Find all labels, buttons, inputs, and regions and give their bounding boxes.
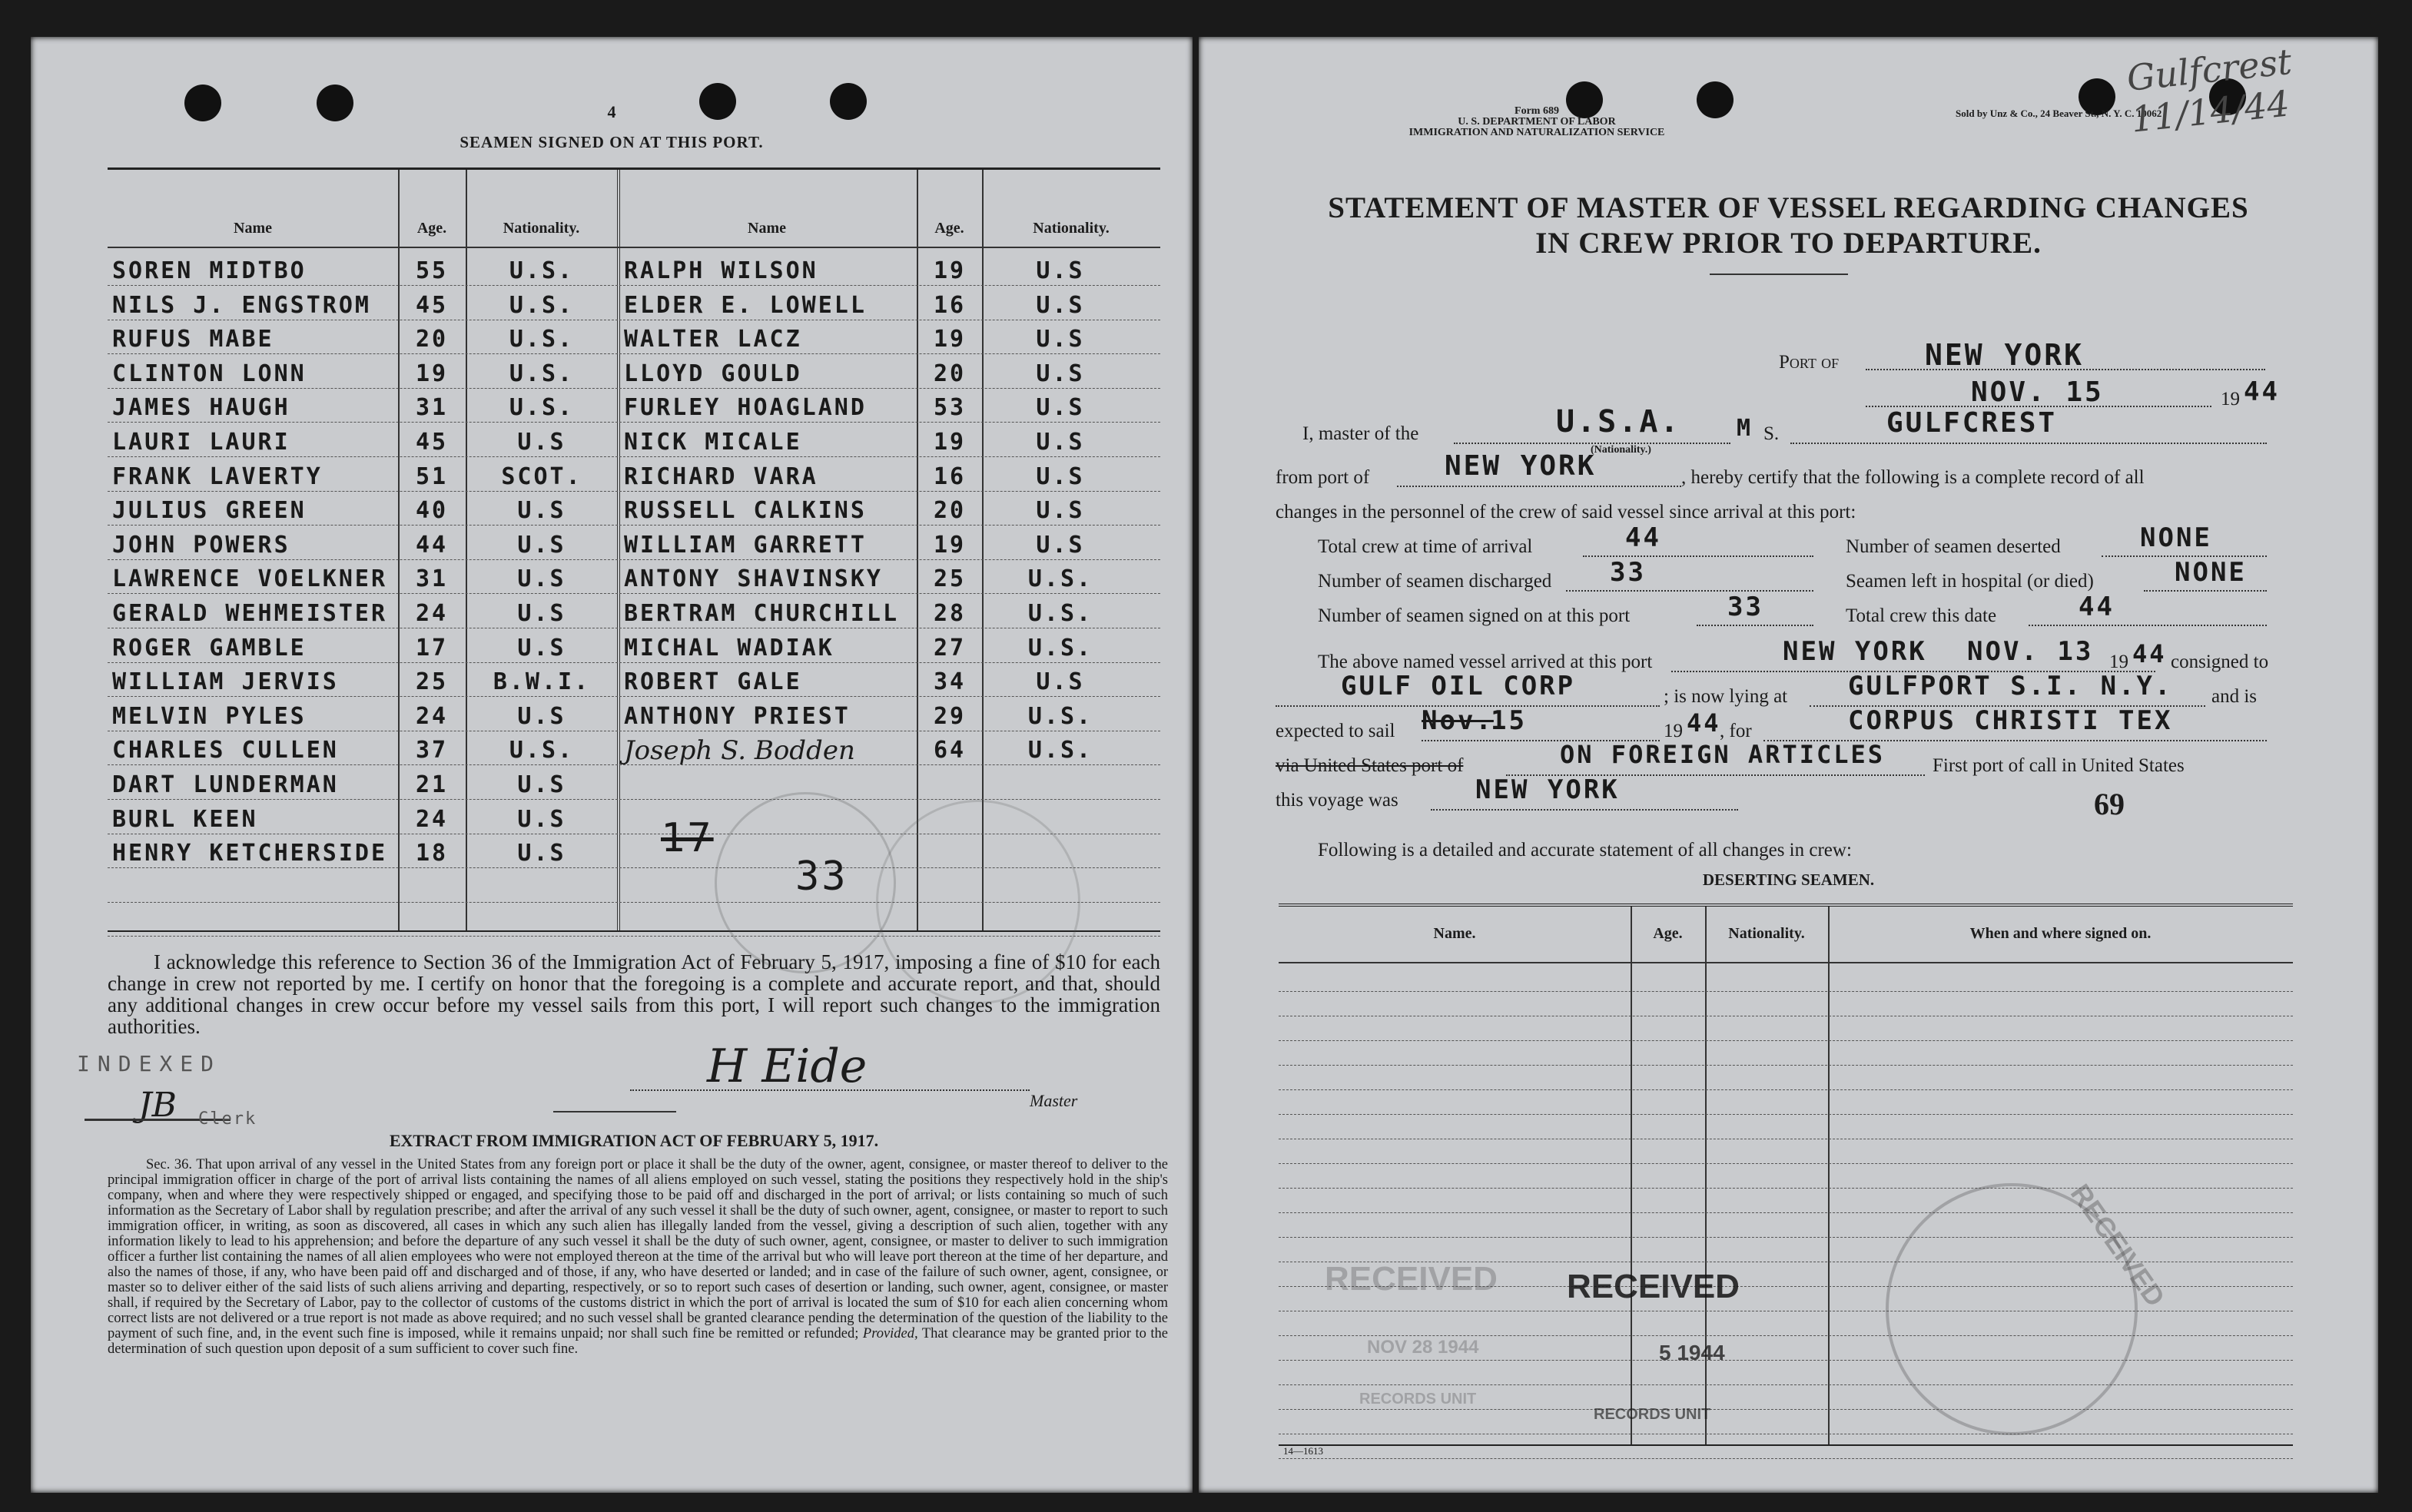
crew-name: CLINTON LONN	[112, 360, 307, 387]
crew-age: 16	[933, 291, 967, 319]
department: U. S. DEPARTMENT OF LABOR	[1458, 116, 1616, 128]
destination: CORPUS CHRISTI TEX	[1848, 705, 2173, 736]
crew-name: ANTHONY PRIEST	[624, 702, 851, 730]
deserting-table	[1279, 904, 2293, 1446]
crew-nationality: U.S.	[1027, 737, 1093, 764]
received-stamp-unit: RECORDS UNIT	[1594, 1406, 1711, 1423]
crew-name: BERTRAM CHURCHILL	[624, 600, 900, 627]
stat-value: NONE	[2175, 557, 2247, 588]
col-header: Name	[748, 220, 786, 237]
port-value: NEW YORK	[1925, 338, 2085, 372]
crew-age: 24	[415, 600, 449, 627]
stat-label: Number of seamen signed on at this port	[1318, 605, 1631, 626]
certify-text: , hereby certify that the following is a complete record of all	[1681, 467, 2145, 488]
stat-label: Number of seamen discharged	[1318, 571, 1552, 592]
year-prefix: 19	[2221, 389, 2240, 410]
crew-name: ELDER E. LOWELL	[624, 291, 867, 319]
from-port-value: NEW YORK	[1445, 450, 1597, 482]
for-label: , for	[1720, 721, 1752, 741]
crew-age: 25	[415, 668, 449, 696]
crew-age: 19	[933, 257, 967, 284]
voyage-value: NEW YORK	[1475, 774, 1620, 805]
crew-age: 28	[933, 600, 967, 627]
expected-label: expected to sail	[1276, 721, 1395, 741]
crew-nationality: U.S	[517, 531, 566, 559]
crew-nationality: U.S	[517, 702, 566, 730]
crew-name: FRANK LAVERTY	[112, 463, 323, 490]
crew-nationality: U.S	[1036, 497, 1085, 525]
crew-name: Joseph S. Bodden	[624, 735, 855, 767]
footer-code: 14—1613	[1283, 1445, 1323, 1457]
crew-age: 17	[415, 634, 449, 662]
nationality-hint: (Nationality.)	[1591, 444, 1651, 456]
crew-name: LAURI LAURI	[112, 429, 290, 456]
crew-name: GERALD WEHMEISTER	[112, 600, 388, 627]
title-line-2: IN CREW PRIOR TO DEPARTURE.	[1535, 227, 2042, 260]
crew-age: 20	[933, 360, 967, 387]
arrived-port: NEW YORK	[1783, 636, 1927, 667]
crew-age: 45	[415, 291, 449, 319]
crew-nationality: U.S	[1036, 668, 1085, 696]
stat-value: 44	[2079, 592, 2115, 622]
extract-title: EXTRACT FROM IMMIGRATION ACT OF FEBRUARY 5, 1917.	[389, 1131, 879, 1150]
and-is: and is	[2211, 686, 2258, 707]
faded-stamp	[715, 792, 896, 973]
stat-value: 44	[1625, 522, 1661, 553]
extract-provided: Provided,	[862, 1326, 918, 1341]
expected-year: 44	[1687, 708, 1721, 738]
stat-label: Seamen left in hospital (or died)	[1846, 571, 2094, 592]
col-header: Nationality.	[1033, 220, 1110, 237]
from-port-label: from port of	[1276, 467, 1370, 488]
crew-name: NICK MICALE	[624, 429, 802, 456]
crew-age: 31	[415, 565, 449, 593]
received-stamp: RECEIVED	[1567, 1268, 1740, 1305]
crew-age: 18	[415, 840, 449, 867]
left-page	[31, 37, 1193, 1493]
crew-age: 53	[933, 394, 967, 422]
arrived-year: 44	[2132, 639, 2167, 668]
received-stamp-unit: RECORDS UNIT	[1359, 1391, 1477, 1408]
tally-total: 33	[795, 854, 848, 900]
crew-age: 45	[415, 429, 449, 456]
right-page	[1199, 37, 2378, 1493]
certify-text-2: changes in the personnel of the crew of said vessel since arrival at this port:	[1276, 502, 1856, 522]
crew-name: RALPH WILSON	[624, 257, 818, 284]
master-of-label: I, master of the	[1302, 423, 1419, 444]
extract-body	[108, 1157, 1168, 1357]
crew-age: 16	[933, 463, 967, 490]
crew-age: 25	[933, 565, 967, 593]
crew-name: BURL KEEN	[112, 805, 258, 833]
expected-struck: Nov.	[1422, 705, 1494, 736]
lying-value: GULFPORT S.I. N.Y.	[1848, 671, 2173, 701]
crew-name: SOREN MIDTBO	[112, 257, 307, 284]
crew-nationality: SCOT.	[501, 463, 582, 490]
section-title: SEAMEN SIGNED ON AT THIS PORT.	[460, 133, 764, 151]
crew-name: DART LUNDERMAN	[112, 771, 339, 798]
master-signature: H Eide	[707, 1040, 868, 1093]
expected-year-prefix: 19	[1664, 721, 1683, 741]
crew-name: ROBERT GALE	[624, 668, 802, 696]
crew-age: 37	[415, 737, 449, 764]
crew-nationality: U.S.	[1027, 600, 1093, 627]
crew-name: WALTER LACZ	[624, 326, 802, 353]
crew-nationality: U.S.	[509, 737, 575, 764]
col-header: Name	[234, 220, 272, 237]
crew-name: JULIUS GREEN	[112, 497, 307, 525]
crew-age: 44	[415, 531, 449, 559]
crew-nationality: U.S	[517, 497, 566, 525]
crew-age: 31	[415, 394, 449, 422]
clerk-initials: JB	[138, 1086, 177, 1125]
crew-age: 19	[415, 360, 449, 387]
crew-age: 20	[933, 497, 967, 525]
deserting-title: DESERTING SEAMEN.	[1702, 870, 1875, 889]
consignee: GULF OIL CORP	[1341, 671, 1576, 701]
lying-label: ; is now lying at	[1664, 686, 1788, 707]
vessel-prefix-hand: M	[1737, 415, 1753, 442]
crew-nationality: U.S	[517, 600, 566, 627]
crew-age: 51	[415, 463, 449, 490]
desert-col-header: When and where signed on.	[1969, 925, 2152, 942]
received-stamp-date: 5 1944	[1659, 1341, 1725, 1364]
crew-name: MELVIN PYLES	[112, 702, 307, 730]
crew-age: 40	[415, 497, 449, 525]
title-line-1: STATEMENT OF MASTER OF VESSEL REGARDING CHANGES	[1328, 191, 2249, 224]
crew-nationality: U.S.	[509, 360, 575, 387]
crew-age: 24	[415, 702, 449, 730]
first-port-label: First port of call in United States	[1933, 755, 2185, 776]
crew-nationality: U.S	[517, 429, 566, 456]
arrived-year-prefix: 19	[2109, 652, 2128, 672]
crew-nationality: U.S.	[509, 326, 575, 353]
crew-nationality: U.S	[517, 805, 566, 833]
form-number: Form 689	[1515, 105, 1559, 117]
crew-name: JOHN POWERS	[112, 531, 290, 559]
indexed-stamp: INDEXED	[77, 1051, 222, 1076]
following-label: Following is a detailed and accurate statement of all changes in crew:	[1318, 840, 1852, 860]
crew-name: RICHARD VARA	[624, 463, 818, 490]
col-header: Age.	[934, 220, 964, 237]
stat-label: Number of seamen deserted	[1846, 536, 2061, 557]
col-header: Nationality.	[503, 220, 580, 237]
crew-name: LLOYD GOULD	[624, 360, 802, 387]
crew-nationality: U.S.	[509, 394, 575, 422]
crew-nationality: U.S	[1036, 360, 1085, 387]
voyage-label: this voyage was	[1276, 790, 1398, 811]
crew-age: 34	[933, 668, 967, 696]
crew-name: WILLIAM JERVIS	[112, 668, 339, 696]
desert-col-header: Name.	[1433, 925, 1476, 942]
received-stamp: RECEIVED	[1325, 1260, 1498, 1298]
date-value: NOV. 15	[1971, 376, 2104, 408]
crew-name: ANTONY SHAVINSKY	[624, 565, 883, 593]
extract-section: Sec. 36.	[146, 1157, 192, 1172]
master-label: Master	[1030, 1091, 1078, 1110]
crew-age: 55	[415, 257, 449, 284]
acknowledgement: I acknowledge this reference to Section 36 of the Immigration Act of February 5, 1917, imposing a fine of $10 for each change in crew not reported by me. I certify on honor that the foregoing is a complete and accurate report, and that, should any additional changes in crew occur before my vessel sails from this port, I will report such changes to the immigration authorities.	[108, 950, 1160, 1038]
main-title	[1199, 191, 2378, 261]
service: IMMIGRATION AND NATURALIZATION SERVICE	[1408, 127, 1665, 138]
stat-label: Total crew this date	[1846, 605, 1997, 626]
crew-age: 64	[933, 737, 967, 764]
via-value: ON FOREIGN ARTICLES	[1560, 740, 1886, 769]
tally-struck: 17	[661, 815, 714, 861]
crew-nationality: U.S.	[1027, 565, 1093, 593]
via-struck: via United States port of	[1276, 755, 1464, 776]
crew-name: JAMES HAUGH	[112, 394, 290, 422]
punch-hole	[1697, 81, 1734, 118]
crew-nationality: B.W.I.	[493, 668, 591, 696]
crew-name: ROGER GAMBLE	[112, 634, 307, 662]
port-label: Port of	[1779, 352, 1840, 373]
desert-col-header: Age.	[1653, 925, 1683, 942]
year-value: 44	[2244, 376, 2280, 407]
crew-name: LAWRENCE VOELKNER	[112, 565, 388, 593]
stat-value: NONE	[2140, 522, 2212, 553]
crew-nationality: U.S.	[1027, 634, 1093, 662]
crew-name: RUSSELL CALKINS	[624, 497, 867, 525]
stamp-number: 69	[2094, 787, 2125, 821]
desert-col-header: Nationality.	[1728, 925, 1805, 942]
crew-nationality: U.S.	[509, 291, 575, 319]
clerk-label: Clerk	[198, 1109, 257, 1129]
crew-age: 21	[415, 771, 449, 798]
crew-nationality: U.S	[1036, 291, 1085, 319]
corner-note: Gulfcrest 11/14/44	[2125, 40, 2294, 141]
crew-age: 19	[933, 326, 967, 353]
form-header	[1383, 106, 1690, 138]
expected-date: 15	[1491, 705, 1527, 736]
extract-text: That upon arrival of any vessel in the United States from any foreign port or place it shall be the duty of the owner, agent, consignee, or master thereof to deliver to the principal immigration officer in charge of the port of arrival lists containing the names of all aliens employed on such vessel, stating the positions they respectively hold in the ship's company, when and where they were respectively shipped or engaged, and specifying those to be paid off and discharged in the port of arrival; or lists containing so much of such information as the Secretary of Labor shall by regulation prescribe; and after the arrival of any such vessel it shall be the duty of such owner, agent, consignee, or master to report to such immigration officer, in writing, as soon as discovered, all cases in which any such alien has illegally landed from the vessel, giving a description of such alien, together with any information likely to lead to his apprehension; and before the departure of any such vessel it shall be the duty of such owner, agent, consignee, or master to deliver to such immigration officer a further list containing the names of all alien employees who were not employed thereon at the time of the arrival but who will leave port thereon at the time of her departure, and also the names of those, if any, who have been paid off and discharged and of those, if any, who have deserted or landed; and in case of the failure of such owner, agent, consignee, or master so to deliver either of the said lists of such aliens arriving and departing, respectively, or so to report such cases of desertion or landing, such owner, agent, consignee, or master shall, if required by the Secretary of Labor, pay to the collector of customs of the customs district in which the port of arrival is located the sum of $10 for each alien concerning whom correct lists are not delivered or a true report is not made as above required; and no such vessel shall be granted clearance pending the determination of the question of the liability to the payment of such fine, and, in the event such fine is imposed, while it remains unpaid; nor shall such fine be remitted or refunded;	[108, 1157, 1168, 1341]
crew-age: 29	[933, 702, 967, 730]
received-stamp-date: NOV 28 1944	[1367, 1337, 1479, 1358]
crew-nationality: U.S	[517, 565, 566, 593]
crew-name: HENRY KETCHERSIDE	[112, 840, 388, 867]
stat-label: Total crew at time of arrival	[1318, 536, 1533, 557]
crew-name: CHARLES CULLEN	[112, 737, 339, 764]
extract-tail: That clearance may be granted prior to the determination of such question upon deposit of a sum sufficient to cover such fine.	[108, 1326, 1169, 1357]
crew-nationality: U.S	[517, 634, 566, 662]
crew-nationality: U.S	[1036, 531, 1085, 559]
crew-nationality: U.S.	[509, 257, 575, 284]
crew-nationality: U.S.	[1027, 702, 1093, 730]
crew-nationality: U.S	[1036, 257, 1085, 284]
crew-name: WILLIAM GARRETT	[624, 531, 867, 559]
arrived-label: The above named vessel arrived at this port	[1318, 652, 1653, 672]
received-stamp-rotated: RECEIVED	[2064, 1178, 2172, 1312]
crew-nationality: U.S	[517, 840, 566, 867]
extract-rule	[553, 1111, 676, 1112]
crew-age: 19	[933, 531, 967, 559]
consigned-label: consigned to	[2171, 652, 2269, 672]
vessel-name: GULFCREST	[1886, 407, 2058, 439]
crew-age: 27	[933, 634, 967, 662]
crew-age: 19	[933, 429, 967, 456]
title-rule	[1710, 274, 1848, 275]
crew-nationality: U.S	[1036, 429, 1085, 456]
page-number: 4	[607, 102, 616, 121]
stat-value: 33	[1610, 557, 1646, 588]
crew-name: RUFUS MABE	[112, 326, 274, 353]
crew-name: NILS J. ENGSTROM	[112, 291, 371, 319]
crew-name: MICHAL WADIAK	[624, 634, 834, 662]
crew-nationality: U.S	[1036, 326, 1085, 353]
crew-name: FURLEY HOAGLAND	[624, 394, 867, 422]
col-header: Age.	[416, 220, 447, 237]
crew-nationality: U.S	[517, 771, 566, 798]
arrived-date: NOV. 13	[1967, 636, 2094, 667]
nationality-value: U.S.A.	[1556, 404, 1681, 439]
crew-nationality: U.S	[1036, 463, 1085, 490]
crew-nationality: U.S	[1036, 394, 1085, 422]
vessel-prefix: S.	[1763, 423, 1780, 444]
crew-table	[108, 167, 1160, 932]
sold-by: Sold by Unz & Co., 24 Beaver St., N. Y. C. 19062	[1956, 108, 2162, 119]
signature-line	[630, 1089, 1030, 1091]
crew-age: 20	[415, 326, 449, 353]
stat-value: 33	[1727, 592, 1763, 622]
crew-age: 24	[415, 805, 449, 833]
